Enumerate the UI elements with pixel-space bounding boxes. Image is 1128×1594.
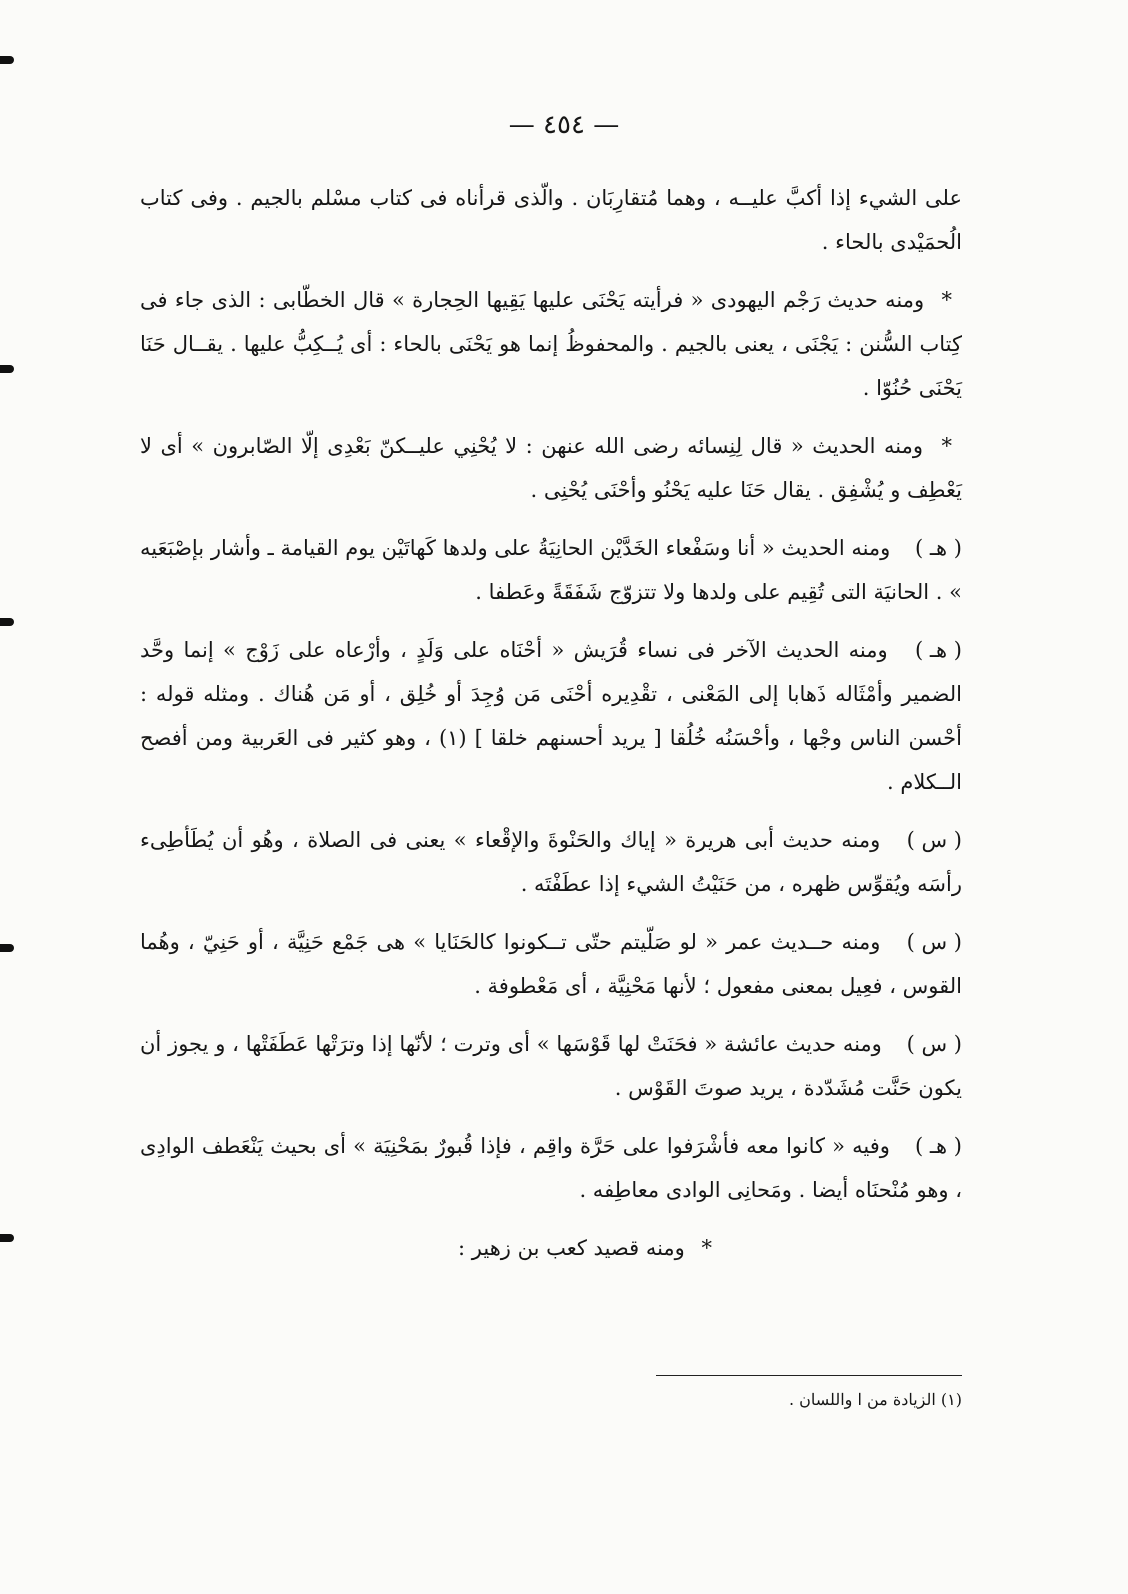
paragraph-text: ومنه الحديث الآخر فى نساء قُرَيش « أحْنَاه على وَلَدٍ ، وأرْعاه على زَوْج » إنما وحَّد الضمير وأمْثَاله ذَهابا إلى المَعْنى ، تقْدِيره أحْنَى مَن وُجِدَ أو خُلِق ، أو مَن هُناك . ومثله قوله : أحْسن الناس وجْها ، وأحْسَنُه خُلُقا [ يريد أحسنهم خلقا ] (١) ، وهو كثير فى العَربية ومن أفصح الــكلام . [140, 638, 962, 794]
paragraph-3 [140, 424, 962, 512]
page-number: — ٤٥٤ — [508, 110, 620, 140]
source-marker: ( هـ ) [915, 536, 962, 560]
paragraph-6 [140, 818, 962, 906]
paragraph-2 [140, 278, 962, 410]
paragraph-text: على الشيء إذا أكبَّ عليــه ، وهما مُتقارِبَان . والّذى قرأناه فى كتاب مسْلم بالجيم . وفى كتاب الُحمَيْدى بالحاء . [140, 186, 962, 254]
paragraph-text: ومنه الحديث « قال لِنِسائه رضى الله عنهن : لا يُحْنِي عليــكنّ بَعْدِى إلّا الصّابرون » أى لا يَعْطِف و يُشْفِق . يقال حَنَا عليه يَحْنُو وأحْنَى يُحْنِى . [140, 434, 962, 502]
paragraph-1 [140, 176, 962, 264]
paragraph-9 [140, 1124, 962, 1212]
star-marker: * [941, 434, 952, 458]
source-marker: ( هـ ) [915, 1134, 962, 1158]
scan-edge-mark [0, 365, 14, 373]
paragraph-5 [140, 628, 962, 804]
source-marker: ( س ) [906, 930, 962, 954]
footnote: (١) الزيادة من ا واللسان . [788, 1390, 962, 1409]
paragraph-8 [140, 1022, 962, 1110]
paragraph-7 [140, 920, 962, 1008]
paragraph-text: ومنه حديث عائشة « فحَنَتْ لها قَوْسَها » أى وترت ؛ لأنّها إذا وترَتْها عَطَفَتْها ، و يجوز أن يكون حَنَّت مُشَدّدة ، يريد صوتَ القَوْس . [140, 1032, 962, 1100]
paragraph-text: وفيه « كانوا معه فأشْرَفوا على حَرَّة واقِم ، فإذا قُبورٌ بمَحْنِيَة » أى بحيث يَنْعَطف الوادِى ، وهو مُنْحنَاه أيضا . ومَحانِى الوادى معاطِفه . [140, 1134, 962, 1202]
source-marker: ( س ) [906, 828, 962, 852]
scan-edge-mark [0, 1234, 14, 1242]
scan-edge-mark [0, 618, 14, 626]
paragraph-text: ومنه حــديث عمر « لو صَلّيتم حتّى تــكونوا كالحَنَايا » هى جَمْع حَنِيَّة ، أو حَنِيّ ، وهُما القوس ، فعِيل بمعنى مفعول ؛ لأنها مَحْنِيَّة ، أى مَعْطوفة . [140, 930, 962, 998]
paragraph-4 [140, 526, 962, 614]
star-marker: * [941, 288, 952, 312]
paragraph-10 [140, 1226, 962, 1270]
scan-edge-mark [0, 56, 14, 64]
source-marker: ( هـ ) [915, 638, 962, 662]
paragraph-text: ومنه الحديث « أنا وسَفْعاء الخَدَّيْن الحانِيَةُ على ولدها كَهاتَيْن يوم القيامة ـ وأشار بإصْبَعَيه » . الحانيَة التى تُقِيم على ولدها ولا تتزوّج شَفَقَةً وعَطفا . [140, 536, 962, 604]
scan-edge-mark [0, 944, 14, 952]
paragraph-text: ومنه حديث رَجْم اليهودى « فرأيته يَحْنَى عليها يَقِيها الحِجارة » قال الخطّابى : الذى جاء فى كِتاب السُّنن : يَجْنَى ، يعنى بالجيم . والمحفوظُ إنما هو يَحْنَى بالحاء : أى يُــكِبُّ عليها . يقــال حَنَا يَحْنَى حُنُوّا . [140, 288, 962, 400]
footnote-divider [656, 1375, 962, 1376]
source-marker: ( س ) [906, 1032, 962, 1056]
paragraph-text: ومنه حديث أبى هريرة « إياك والحَنْوةَ والإقْعاء » يعنى فى الصلاة ، وهُو أن يُطَأطِىء رأسَه ويُقوِّس ظهره ، من حَنَيْتُ الشيء إذا عطَفْتَه . [140, 828, 962, 896]
main-text [140, 176, 962, 1284]
star-marker: * [701, 1236, 712, 1260]
paragraph-text: ومنه قصيد كعب بن زهير : [458, 1236, 685, 1260]
